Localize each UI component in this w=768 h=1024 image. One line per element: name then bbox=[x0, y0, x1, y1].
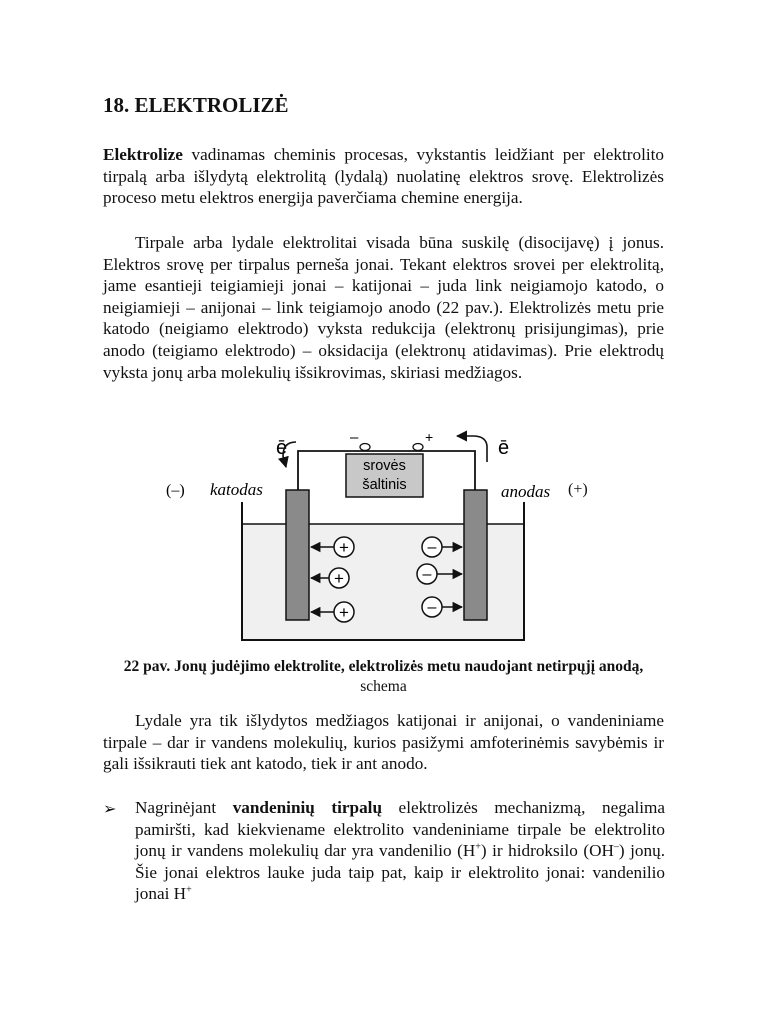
term-elektrolize: Elektrolize bbox=[103, 145, 183, 164]
power-source-label-1: srovės bbox=[363, 458, 406, 474]
bullet-text-4: ) jonų. Šie jonai elektros lauke juda taip pat, kaip ir elektrolito jonai: vandenilio jonai H bbox=[135, 841, 665, 904]
anion-3-symbol: – bbox=[427, 599, 437, 616]
cathode-sign: (–) bbox=[166, 482, 185, 499]
paragraph-ions bbox=[103, 232, 664, 383]
definition-text: vadinamas cheminis procesas, vykstantis leidžiant per elektrolito tirpalą arba išlydytą elektrolitą (lydalą) nuolatinę elektros srovę. Elektrolizės proceso metu elektros energija paverčiama chemine energija. bbox=[103, 145, 664, 208]
paragraph-melt-solution bbox=[103, 710, 664, 775]
bullet-text bbox=[135, 797, 665, 905]
sup-h-plus-2: + bbox=[186, 884, 192, 896]
terminal-positive-sign: + bbox=[425, 429, 434, 445]
sup-oh-minus: – bbox=[613, 841, 619, 853]
anode-label: anodas bbox=[501, 482, 551, 501]
caption-text: . Jonų judėjimo elektrolite, elektrolizės metu naudojant netirpųjį anodą, bbox=[166, 658, 644, 675]
terminal-negative-sign: – bbox=[350, 429, 359, 446]
sup-h-plus: + bbox=[475, 841, 481, 853]
caption-suffix: schema bbox=[360, 678, 407, 695]
page-title: 18. ELEKTROLIZĖ bbox=[103, 93, 289, 117]
bullet-arrow-icon: ➢ bbox=[103, 799, 117, 818]
bullet-item bbox=[103, 797, 668, 905]
figure-caption bbox=[103, 657, 664, 697]
power-source-label-2: šaltinis bbox=[362, 477, 407, 493]
electron-label-left: ē bbox=[276, 437, 288, 459]
terminal-negative bbox=[360, 444, 370, 451]
cation-2-symbol: + bbox=[334, 569, 344, 588]
electrolysis-diagram bbox=[100, 426, 551, 654]
bullet-bold-term: vandeninių tirpalų bbox=[232, 798, 383, 817]
cation-1-symbol: + bbox=[339, 538, 349, 557]
cathode-label: katodas bbox=[210, 480, 263, 499]
anion-2-symbol: – bbox=[422, 566, 432, 583]
bullet-text-1: Nagrinėjant bbox=[135, 798, 233, 817]
terminal-positive bbox=[413, 444, 423, 451]
anion-1-symbol: – bbox=[427, 539, 437, 556]
ions-text: Tirpale arba lydale elektrolitai visada būna suskilę (disocijavę) į jonus. Elektros srovę per tirpalus perneša jonai. Tekant elektros srovei per elektrolitą, jame esantieji teigiamieji jonai – katijonai – juda link neigiamojo katodo, o neigiamieji – anijonai – link teigiamojo anodo (22 pav.). Elektrolizės metu prie katodo (neigiamo elektrodo) vyksta redukcija (elektronų prisijungimas), prie anodo (teigiamo elektrodo) – oksidacija (elektronų atidavimas). Prie elektrodų vyksta jonų arba molekulių išsikrovimas, skiriasi medžiagos. bbox=[103, 233, 664, 382]
cation-3-symbol: + bbox=[339, 603, 349, 622]
caption-number: 22 pav bbox=[123, 658, 167, 675]
electron-label-right: ē bbox=[498, 437, 510, 459]
anode-electrode bbox=[464, 490, 487, 620]
bullet-text-2: elektrolizės mechanizmą, negalima pamiršti, kad kiekviename elektrolito vandeniniame tirpale be elektrolito jonų ir vandens molekulių dar yra vandenilio (H bbox=[135, 798, 665, 861]
anode-sign-text: (+) bbox=[568, 481, 588, 498]
melt-solution-text: Lydale yra tik išlydytos medžiagos katijonai ir anijonai, o vandeniniame tirpale – dar ir vandens molekulių, kurios pasižymi amfoterinėmis savybėmis ir gali išsikrauti tiek ant katodo, tiek ir ant anodo. bbox=[103, 711, 664, 774]
cathode-electrode bbox=[286, 490, 309, 620]
electron-arrow-right bbox=[457, 436, 487, 462]
bullet-text-3: ) ir hidroksilo (OH bbox=[480, 841, 614, 861]
paragraph-definition bbox=[103, 144, 664, 209]
